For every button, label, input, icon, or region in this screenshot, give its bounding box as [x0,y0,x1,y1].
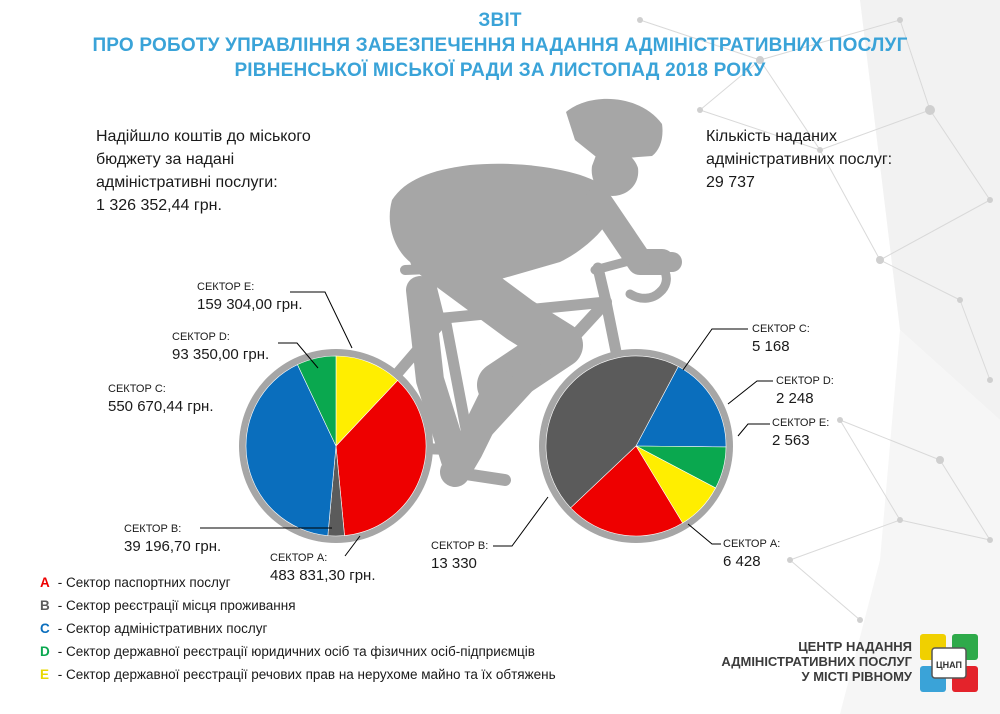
services-info-line-1: Кількість наданих [706,128,837,145]
legend-letter-d: D [40,644,50,659]
legend-item-b [40,594,556,617]
logo-mark-text: ЦНАП [936,660,962,670]
sector-label-left-c: СЕКТОР C: [108,383,166,395]
legend-letter-c: C [40,621,50,636]
rider-foot [452,472,505,480]
budget-info-value: 1 326 352,44 грн. [96,197,222,214]
sector-label-right-a: СЕКТОР A: [723,538,781,550]
legend-item-a [40,571,556,594]
services-info-value: 29 737 [706,174,755,191]
sector-label-left-e: СЕКТОР E: [197,281,255,293]
legend-letter-e: E [40,667,50,682]
services-info-line-2: адміністративних послуг: [706,151,893,168]
sector-value-right-d: 2 248 [776,390,814,407]
legend-text-a: - Сектор паспортних послуг [54,575,231,590]
sector-value-left-d: 93 350,00 грн. [172,346,270,363]
leader-line-right-e [738,424,770,436]
logo-line-1: ЦЕНТР НАДАННЯ [798,639,912,654]
sector-value-right-b: 13 330 [431,555,477,572]
sector-value-right-a: 6 428 [723,553,761,570]
title-line-3: РІВНЕНСЬКОЇ МІСЬКОЇ РАДИ ЗА ЛИСТОПАД 2018 РОКУ [234,60,766,81]
leader-line-right-c [683,329,748,370]
legend-item-d [40,640,556,663]
legend-letter-b: B [40,598,50,613]
legend-text-b: - Сектор реєстрації місця проживання [54,598,296,613]
sector-label-right-c: СЕКТОР C: [752,323,810,335]
sector-value-right-e: 2 563 [772,432,810,449]
sector-label-left-d: СЕКТОР D: [172,331,230,343]
sector-value-right-c: 5 168 [752,338,790,355]
wheel-left [239,349,433,543]
legend-text-e: - Сектор державної реєстрації речових прав на нерухоме майно та їх обтяжень [54,667,556,682]
sector-label-right-b: СЕКТОР B: [431,540,489,552]
legend-item-e [40,663,556,686]
budget-info-line-2: бюджету за надані [96,151,235,168]
title-line-1: ЗВІТ [478,10,522,31]
sector-label-left-b: СЕКТОР B: [124,523,182,535]
cnap-logo-text [712,639,912,684]
legend-letter-a: A [40,575,50,590]
legend-text-c: - Сектор адміністративних послуг [54,621,268,636]
budget-info-line-3: адміністративні послуги: [96,174,278,191]
cnap-logo-icon [918,632,980,694]
legend [40,571,556,686]
sector-value-left-a: 483 831,30 грн. [270,567,376,584]
sector-label-left-a: СЕКТОР A: [270,552,328,564]
budget-info-line-1: Надійшло коштів до міського [96,128,311,145]
sector-label-right-e: СЕКТОР E: [772,417,830,429]
leader-line-right-b [493,497,548,546]
sector-value-left-c: 550 670,44 грн. [108,398,214,415]
legend-item-c [40,617,556,640]
title-line-2: ПРО РОБОТУ УПРАВЛІННЯ ЗАБЕЗПЕЧЕННЯ НАДАННЯ АДМІНІСТРАТИВНИХ ПОСЛУГ [92,35,908,56]
logo-line-2: АДМІНІСТРАТИВНИХ ПОСЛУГ [721,654,912,669]
sector-label-right-d: СЕКТОР D: [776,375,834,387]
sector-value-left-b: 39 196,70 грн. [124,538,222,555]
legend-text-d: - Сектор державної реєстрації юридичних осіб та фізичних осіб-підприємців [54,644,535,659]
wheel-right [539,349,733,543]
logo-line-3: У МІСТІ РІВНОМУ [801,669,912,684]
leader-line-right-d [728,381,773,404]
sector-value-left-e: 159 304,00 грн. [197,296,303,313]
leader-line-right-a [688,524,721,544]
